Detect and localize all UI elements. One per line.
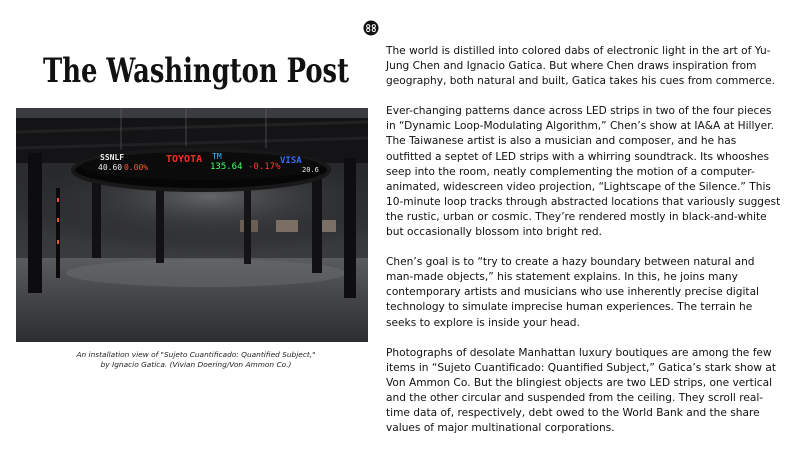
caption-line-1: An installation view of "Sujeto Cuantificado: Quantified Subject," <box>76 350 316 359</box>
led-ticker-6: 135.64 <box>210 162 243 172</box>
circle-logo-icon <box>363 20 379 36</box>
photo-caption <box>40 350 352 371</box>
masthead-title: The Washington Post <box>43 51 350 91</box>
led-ticker-1: SSNLF <box>100 153 125 162</box>
led-ticker-3: 0.00% <box>124 163 149 172</box>
caption-line-2: by Ignacio Gatica. (Vivian Doering/Von Ammon Co.) <box>100 360 292 370</box>
article-paragraph: Chen’s goal is to “try to create a hazy boundary between natural and man-made objects,” his statement explains. In this, he joins many contemporary artists and musicians who use inherently precise digital technology to simulate imprecise human experiences. The terrain he seeks to explore is inside your head. <box>386 256 760 329</box>
article-paragraph: Ever-changing patterns dance across LED strips in two of the four pieces in “Dynamic Loop-Modulating Algorithm,” Chen’s show at IA&A at Hillyer. The Taiwanese artist is also a musician and composer, and he has outfitted a septet of LED strips with a whirring soundtrack. Its whooshes seep into the room, neatly complementing the motion of a computer-animated, widescreen video projection, “Lightscape of the Silence.” This 10-minute loop tracks through abstracted locations that variously suggest the rustic, urban or cosmic. They’re rendered mostly in black-and-white but occasionally blossom into bright red. <box>386 105 781 239</box>
led-ticker-2: 40.60 <box>98 163 123 172</box>
article-paragraph: Photographs of desolate Manhattan luxury boutiques are among the few items in “Sujeto Cuantificado: Quantified Subject,” Gatica’s stark show at Von Ammon Co. But the blingiest objects are two LED strips, one vertical and the other circular and suspended from the ceiling. They scroll real-time data of, respectively, debt owed to the World Bank and the share values of major multinational corporations. <box>386 346 777 435</box>
article-body <box>386 44 784 451</box>
publication-masthead <box>40 48 352 92</box>
article-paragraph: The world is distilled into colored dabs of electronic light in the art of Yu-Jung Chen and Ignacio Gatica. But where Chen draws inspiration from geography, both natural and built, Gatica takes his cues from commerce. <box>386 45 776 88</box>
installation-photo <box>16 108 368 342</box>
led-ticker-9: 20.6 <box>302 166 319 174</box>
led-ticker-7: -0.17% <box>248 162 281 172</box>
led-ticker-8: VISA <box>280 156 302 166</box>
led-ticker-4: TOYOTA <box>166 154 203 165</box>
led-ticker-5: TM <box>212 152 222 161</box>
